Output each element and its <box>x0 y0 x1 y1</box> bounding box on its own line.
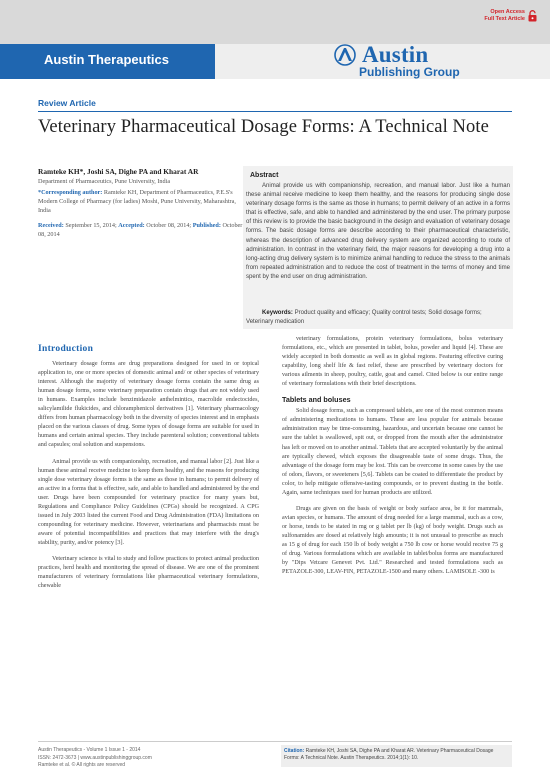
published-date: October 08, 2014 <box>38 222 243 238</box>
received-label: Received: <box>38 222 64 229</box>
received-date: September 15, 2014; <box>63 222 119 229</box>
publisher-logo-icon <box>333 44 357 66</box>
citation-label: Citation: <box>284 748 305 754</box>
paragraph: veterinary formulations, protein veterinary formulations, bolus veterinary formulations, etc., which are presented in tablet, bolus, powder and liquid [4]. These are widely accepted in both domestic as well as in global regions. Featuring effective curing capability, long shelf life & fast relief, these are prescribed by veterinary doctors for various ailments in sheep, poultry, cattle, goat and camel. Cited below is our entire range of veterinary formulations with their brief descriptions. <box>282 336 503 388</box>
author-list: Ramteke KH*, Joshi SA, Dighe PA and Kharat AR <box>38 167 199 176</box>
published-label: Published: <box>192 222 221 229</box>
citation <box>284 748 510 762</box>
corresponding-author-text: Ramteke KH, Department of Pharmaceutics, P.E.S's Modern College of Pharmacy (for ladies) Moshi, Pune University, Maharashtra, India <box>38 189 236 214</box>
paragraph: Drugs are given on the basis of weight or body surface area, be it for mammals, avian species, or humans. The amount of drug needed for a large mammal, such as a cow, or horse, tends to be stated in mg or g tablet per lb (kg) of body weight. Drugs such as sulfonamides are dosed at relatively high amounts; it is not unusual to prescribe as much as 15 g of drug for each 150 lb of body weight a 750 lb cow or horse would receive 75 g of drug. Various formulations which are available in tablet/bolus forms are manufactured by "Dips Vetcare Genevet Pvt. Ltd." Researched and tested formulations such as PETAZOLE-300, LEAV-FIN, PETAZOLE-1500 and many others. LAMISOLE -300 is <box>282 505 503 576</box>
introduction-heading: Introduction <box>38 344 94 354</box>
open-access-label: Open Access <box>490 9 525 15</box>
open-access-lock-icon <box>528 10 537 22</box>
corresponding-author-label: *Corresponding author: <box>38 189 103 196</box>
abstract-heading: Abstract <box>250 172 279 179</box>
paragraph: Animal provide us with companionship, recreation, and manual labor [2]. Just like a human these animal receive medicine to keep them healthy, and the reasons for producing single dose veterinary dosage forms is the same as those in humans; to permit delivery of an active in a forms that is effective, safe, and able to handled and administered by the end user. Drugs have been compounded for veterinary practice for many years but, Regulations and Compliance Policy Guidelines (CPGs) should be recognized. A CPG issued in July 2003 listed the current Food and Drug Administration (FDA) limitations on compounding for veterinary medicine. However, veterinarians and pharmacists must be aware of potential incompatibilities and practices that may interfere with the drug's stability, purity, and/or potency [3]. <box>38 458 259 546</box>
title-divider <box>38 111 512 112</box>
keywords-label: Keywords: <box>262 310 293 316</box>
footer-issn: ISSN: 2472-3673 | www.austinpublishinggroup.com <box>38 754 152 761</box>
paragraph: Solid dosage forms, such as compressed tablets, are one of the most common means of administering medications to humans. These are less popular for animals because administration may be time-consuming, hazardous, and uncertain because one cannot be sure the tablet is swallowed, spit out, or dropped from the mouth after the administrator has left or moved on to another animal. Tablets that are accepted voluntarily by the animal are typically chewed, which exposes the disagreeable taste of some drugs. Thus, the advantage of the dosage form may be lost. This can be overcome in some cases by the use of odors, flavors, or sweeteners [5,6]. Tablets can be coated to differentiate the product by color, to help mitigate offensive-tasting compounds, or to prevent dusting in the bottle. Again, same techniques used for human products are utilized. <box>282 408 503 496</box>
keywords <box>246 309 510 327</box>
journal-name: Austin Therapeutics <box>44 52 169 67</box>
full-text-label: Full Text Article <box>484 16 525 22</box>
publisher-subtitle: Publishing Group <box>359 65 460 79</box>
article-dates <box>38 221 243 239</box>
footer-rights: Ramteke et al. © All rights are reserved <box>38 762 126 768</box>
body-column-left <box>38 345 259 591</box>
article-title: Veterinary Pharmaceutical Dosage Forms: A Technical Note <box>38 117 489 137</box>
subsection-heading: Tablets and boluses <box>282 395 351 405</box>
accepted-label: Accepted: <box>118 222 145 229</box>
footer-info <box>38 747 258 770</box>
article-type: Review Article <box>38 98 96 108</box>
body-column-right <box>282 335 503 577</box>
publisher-name: Austin <box>362 42 429 67</box>
affiliation: Department of Pharmaceutics, Pune University, India <box>38 178 171 185</box>
corresponding-author <box>38 188 240 215</box>
accepted-date: October 08, 2014; <box>144 222 193 229</box>
abstract-text: Animal provide us with companionship, recreation, and manual labor. Just like a human these animal receive medicine to keep them healthy, and the reasons for producing single dose veterinary dosage forms is the same as those in humans; to permit delivery of an active in a forms that is effective, safe, and able to handled and administered by the end user. The primary purpose of this review is to provide the basic background in the design and evaluation of veterinary dosage forms. The basic dosage forms are describe according to their pharmaceutical characteristic, whereas the description of advanced drug delivery system are organized according to route of administration. In contrast in the veterinary field, the major reasons for developing a drug into a long-acting drug delivery system is to minimize animal handling to reduce the stress to the animals from repeated administration and to reduce the cost of treatment in the terms of money and time spent by the end user on drug administration. <box>246 183 510 280</box>
footer-journal-volume: Austin Therapeutics - Volume 1 Issue 1 - 2014 <box>38 747 141 753</box>
footer-divider <box>38 741 512 742</box>
citation-text: Ramteke KH, Joshi SA, Dighe PA and Kharat AR. Veterinary Pharmaceutical Dosage Forms: A Technical Note. Austin Therapeutics. 2014;1(1): 10. <box>284 748 494 762</box>
paragraph: Veterinary dosage forms are drug preparations designed for used in or topical application to, one or more species of domestic animal and/ or other species of veterinary interest. Although the majority of veterinary dosage forms contain the same drug as human dosage forms, some veterinary preparation contain drugs that are not widely used in humans. Examples include benzimidazole anthelmintics, macrolide endectocides, salicylamilide flukicides, and chloramphenicol derivatives [1]. Veterinary pharmacology differs from human pharmacology both in the diversity of species interest and in emphasis placed on the various classes of drug. Some types of dosage forms are suitable for used in humans and certain animal species. They include parenteral solution; conventional tablets and capsules; oral solution and suspensions. <box>38 361 259 449</box>
paragraph: Veterinary science is vital to study and follow practices to protect animal production practices, herd health and monitoring the spread of disease. We are one of the prominent manufacturers of veterinary formulations like pharmaceutical veterinary formulations, chewable <box>38 555 259 590</box>
keywords-text: Product quality and efficacy; Quality control tests; Solid dosage forms; Veterinary medication <box>246 310 482 326</box>
